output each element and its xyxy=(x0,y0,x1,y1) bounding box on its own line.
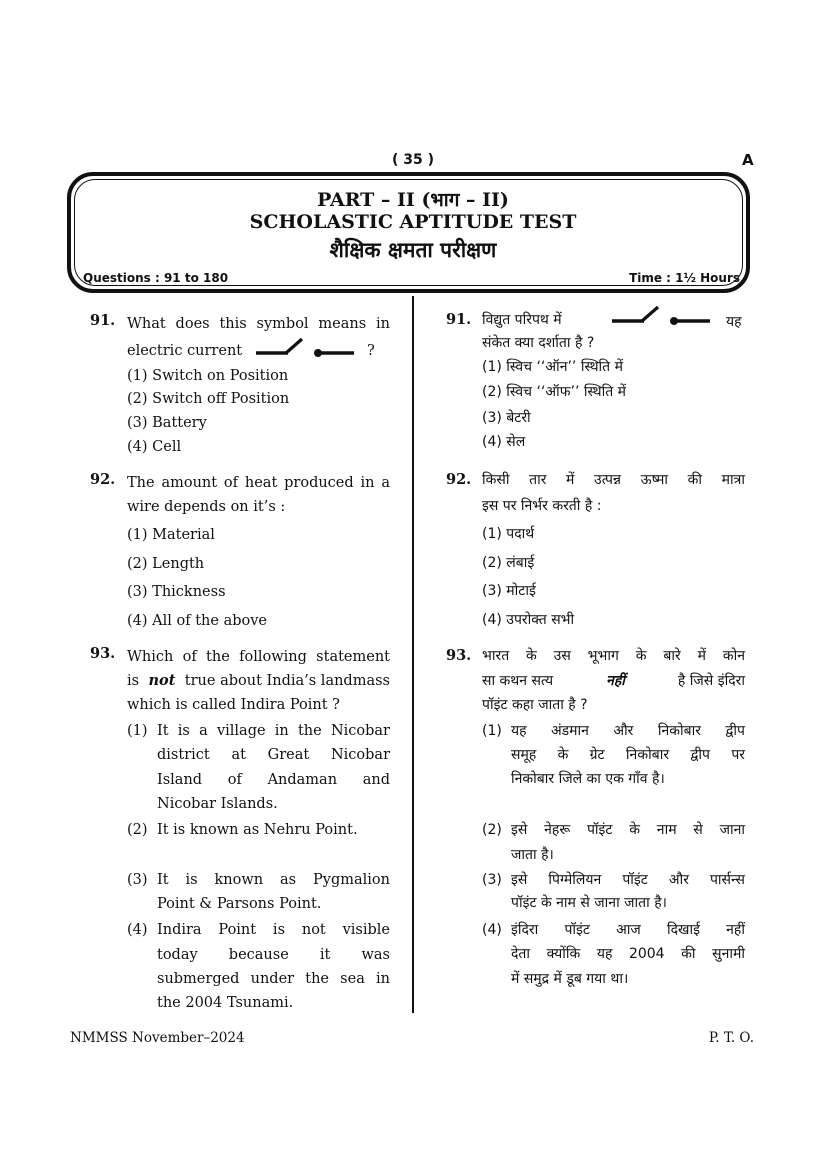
q91-text-en-line2: electric current xyxy=(127,343,243,359)
q92-option-3-en: (3) Thickness xyxy=(127,584,226,600)
questions-range: Questions : 91 to 180 xyxy=(83,271,229,285)
q91-option-3-en: (3) Battery xyxy=(127,415,207,431)
column-divider xyxy=(412,296,414,1013)
q93-option-4-en-l4: the 2004 Tsunami. xyxy=(157,995,294,1011)
q93-option-4-en-l3: submerged under the sea in xyxy=(157,971,390,987)
q91-text-hi-b: यह xyxy=(726,314,742,330)
part-heading: PART – II (भाग – II) xyxy=(317,189,509,211)
q93-text-en-line2 xyxy=(127,669,390,694)
time-allowed: Time : 1½ Hours xyxy=(629,271,740,285)
q92-number-en: 92. xyxy=(90,471,116,488)
q93-option-2-en: It is known as Nehru Point. xyxy=(157,822,358,838)
q92-text-hi-line1: किसी तार में उत्पन्न ऊष्मा की मात्रा xyxy=(482,472,745,488)
q91-text-en-line1: What does this symbol means in xyxy=(127,316,390,332)
q93-number-en: 93. xyxy=(90,645,116,662)
q93-option-2-num-en: (2) xyxy=(127,822,148,838)
switch-symbol-icon xyxy=(254,335,358,363)
q93-option-4-hi-l3: में समुद्र में डूब गया था। xyxy=(511,971,629,987)
q92-option-1-hi: (1) पदार्थ xyxy=(482,526,535,542)
q93-option-1-num-hi: (1) xyxy=(482,723,502,739)
q93-option-3-num-en: (3) xyxy=(127,872,148,888)
q93-option-2-hi-l2: जाता है। xyxy=(511,847,554,863)
q93-option-3-num-hi: (3) xyxy=(482,872,502,888)
q93-option-4-en-l2: today because it was xyxy=(157,947,390,963)
q91-option-4-hi: (4) सेल xyxy=(482,434,526,450)
q93-en-emphasis-not: not xyxy=(148,672,176,689)
q93-option-4-num-en: (4) xyxy=(127,922,148,938)
q93-option-1-en-l4: Nicobar Islands. xyxy=(157,796,278,812)
q91-option-1-hi: (1) स्विच ‘‘ऑन’’ स्थिति में xyxy=(482,359,623,375)
q92-text-en-line1: The amount of heat produced in a xyxy=(127,475,390,491)
q93-option-1-hi-l2: समूह के ग्रेट निकोबार द्वीप पर xyxy=(511,747,745,763)
q91-option-4-en: (4) Cell xyxy=(127,439,182,455)
q93-hi-emphasis-nahi: नहीं xyxy=(606,673,625,689)
q92-option-1-en: (1) Material xyxy=(127,527,215,543)
q92-text-en-line2: wire depends on it’s : xyxy=(127,499,286,515)
set-code: A xyxy=(742,151,754,169)
switch-symbol-icon xyxy=(610,302,714,330)
q91-number-hi: 91. xyxy=(446,311,472,328)
q92-number-hi: 92. xyxy=(446,471,472,488)
q91-option-1-en: (1) Switch on Position xyxy=(127,368,289,384)
q92-option-4-hi: (4) उपरोक्त सभी xyxy=(482,612,575,628)
q93-option-4-hi-l1: इंदिरा पॉइंट आज दिखाई नहीं xyxy=(511,922,745,938)
q93-option-2-hi-l1: इसे नेहरू पॉइंट के नाम से जाना xyxy=(511,822,745,838)
q93-option-1-hi-l3: निकोबार जिले का एक गाँव है। xyxy=(511,771,665,787)
q93-hi-line2-rest: है जिसे इंदिरा xyxy=(677,673,745,689)
q91-number-en: 91. xyxy=(90,312,116,329)
footer-pto: P. T. O. xyxy=(708,1030,754,1046)
q93-option-3-en-l1: It is known as Pygmalion xyxy=(157,872,390,888)
footer-exam-name: NMMSS November–2024 xyxy=(70,1030,245,1046)
q92-text-hi-line2: इस पर निर्भर करती है : xyxy=(482,498,602,514)
q93-option-4-en-l1: Indira Point is not visible xyxy=(157,922,390,938)
q91-qmark-en: ? xyxy=(367,343,375,359)
q93-option-4-hi-l2: देता क्योंकि यह 2004 की सुनामी xyxy=(511,946,745,962)
q93-option-3-hi-l2: पॉइंट के नाम से जाना जाता है। xyxy=(511,895,667,911)
q93-option-3-en-l2: Point & Parsons Point. xyxy=(157,896,322,912)
q91-option-2-en: (2) Switch off Position xyxy=(127,391,290,407)
q92-option-3-hi: (3) मोटाई xyxy=(482,583,536,599)
q93-text-hi-line1: भारत के उस भूभाग के बारे में कोन xyxy=(482,648,745,664)
q93-option-1-en-l3: Island of Andaman and xyxy=(157,772,390,788)
q93-option-1-hi-l1: यह अंडमान और निकोबार द्वीप xyxy=(511,723,745,739)
q93-text-en-line3: which is called Indira Point ? xyxy=(127,697,340,713)
page-number: ( 35 ) xyxy=(391,152,435,168)
q93-en-word-is: is xyxy=(127,673,140,689)
q91-option-3-hi: (3) बेटरी xyxy=(482,410,531,426)
q93-option-1-en-l2: district at Great Nicobar xyxy=(157,747,390,763)
q93-number-hi: 93. xyxy=(446,647,472,664)
q93-text-hi-line2 xyxy=(482,669,745,694)
q93-option-1-num-en: (1) xyxy=(127,723,148,739)
q91-text-hi-line2: संकेत क्या दर्शाता है ? xyxy=(482,335,595,351)
q93-text-en-line1: Which of the following statement xyxy=(127,649,390,665)
section-title-hindi: शैक्षिक क्षमता परीक्षण xyxy=(329,238,497,262)
q93-option-4-num-hi: (4) xyxy=(482,922,502,938)
q92-option-2-en: (2) Length xyxy=(127,556,205,572)
section-title: SCHOLASTIC APTITUDE TEST xyxy=(249,211,577,233)
q93-option-2-num-hi: (2) xyxy=(482,822,502,838)
q91-option-2-hi: (2) स्विच ‘‘ऑफ’’ स्थिति में xyxy=(482,384,627,400)
q93-option-1-en-l1: It is a village in the Nicobar xyxy=(157,723,390,739)
q93-en-line2-rest: true about India’s landmass xyxy=(184,673,390,689)
q93-hi-line2-start: सा कथन सत्य xyxy=(482,673,554,689)
q91-text-hi-a: विद्युत परिपथ में xyxy=(482,312,562,328)
q93-option-3-hi-l1: इसे पिग्मेलियन पॉइंट और पार्सन्स xyxy=(511,872,745,888)
q92-option-2-hi: (2) लंबाई xyxy=(482,555,535,571)
q93-text-hi-line3: पॉइंट कहा जाता है ? xyxy=(482,697,588,713)
q92-option-4-en: (4) All of the above xyxy=(127,613,267,629)
